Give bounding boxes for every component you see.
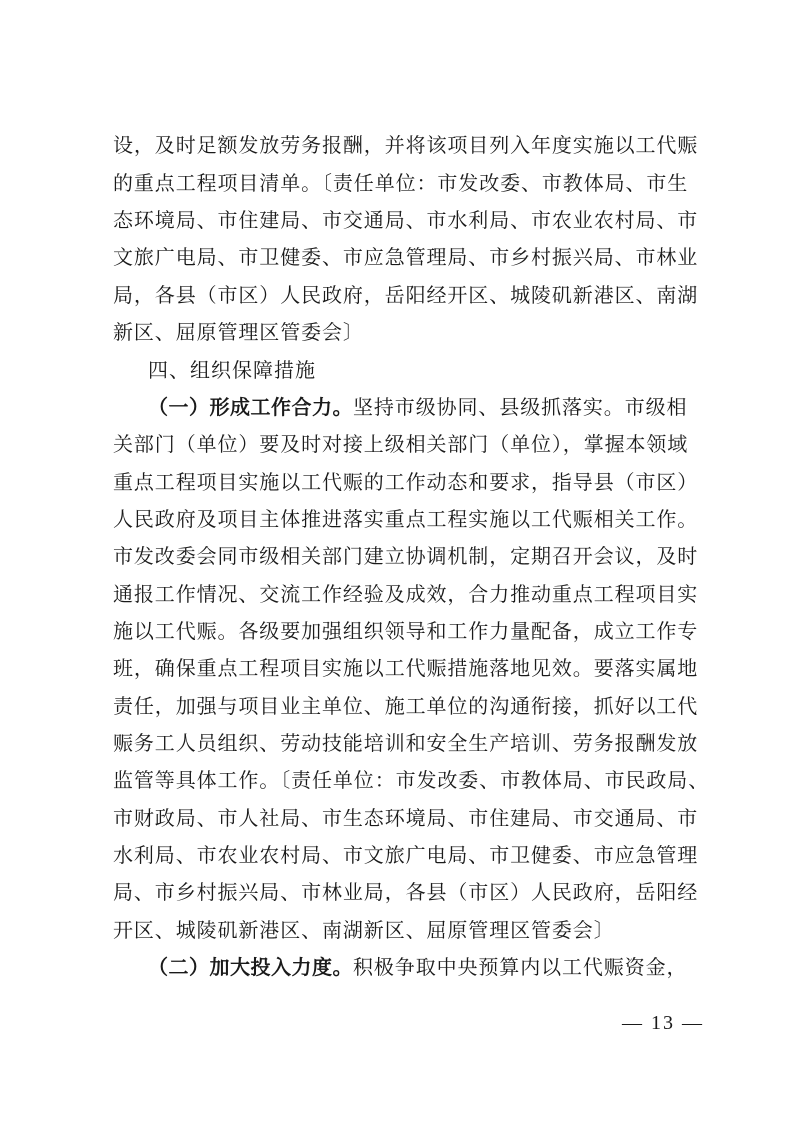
paragraph-title: （二）加大投入力度。 xyxy=(148,955,353,979)
text-line xyxy=(113,464,713,501)
text-line xyxy=(148,949,713,986)
line-text: 四、组织保障措施 xyxy=(148,358,316,382)
section-heading xyxy=(148,352,713,389)
text-line xyxy=(113,277,713,314)
text-line xyxy=(113,538,713,575)
line-text: 施以工代赈。各级要加强组织领导和工作力量配备，成立工作专 xyxy=(113,619,699,643)
line-text: 班，确保重点工程项目实施以工代赈措施落地见效。要落实属地 xyxy=(113,656,699,680)
line-text: 责任，加强与项目业主单位、施工单位的沟通衔接，抓好以工代 xyxy=(113,694,699,718)
text-line xyxy=(113,239,713,276)
line-text: 文旅广电局、市卫健委、市应急管理局、市乡村振兴局、市林业 xyxy=(113,245,699,269)
text-line xyxy=(113,613,713,650)
line-text: 监管等具体工作。〔责任单位：市发改委、市教体局、市民政局、 xyxy=(113,768,710,792)
line-text: 关部门（单位）要及时对接上级相关部门（单位），掌握本领域 xyxy=(113,432,689,456)
text-line xyxy=(113,501,713,538)
line-text: 市发改委会同市级相关部门建立协调机制，定期召开会议，及时 xyxy=(113,544,699,568)
text-line xyxy=(113,165,713,202)
text-line xyxy=(113,874,713,911)
line-text: 重点工程项目实施以工代赈的工作动态和要求，指导县（市区） xyxy=(113,470,699,494)
line-text: 坚持市级协同、县级抓落实。市级相 xyxy=(353,395,688,419)
text-line xyxy=(113,725,713,762)
text-line xyxy=(113,912,713,949)
line-text: 态环境局、市住建局、市交通局、市水利局、市农业农村局、市 xyxy=(113,208,699,232)
text-line xyxy=(113,202,713,239)
page-number: — 13 — xyxy=(622,1012,704,1034)
line-text: 积极争取中央预算内以工代赈资金， xyxy=(353,955,688,979)
text-line xyxy=(113,650,713,687)
line-text: 水利局、市农业农村局、市文旅广电局、市卫健委、市应急管理 xyxy=(113,843,699,867)
line-text: 赈务工人员组织、劳动技能培训和安全生产培训、劳务报酬发放 xyxy=(113,731,699,755)
line-text: 局，各县（市区）人民政府，岳阳经开区、城陵矶新港区、南湖 xyxy=(113,283,699,307)
paragraph-title: （一）形成工作合力。 xyxy=(148,395,353,419)
line-text: 局、市乡村振兴局、市林业局，各县（市区）人民政府，岳阳经 xyxy=(113,880,699,904)
line-text: 新区、屈原管理区管委会〕 xyxy=(113,320,364,344)
text-line xyxy=(113,426,713,463)
line-text: 通报工作情况、交流工作经验及成效，合力推动重点工程项目实 xyxy=(113,582,699,606)
line-text: 设，及时足额发放劳务报酬，并将该项目列入年度实施以工代赈 xyxy=(113,133,699,157)
text-line xyxy=(113,762,713,799)
text-line xyxy=(113,314,713,351)
line-text: 开区、城陵矶新港区、南湖新区、屈原管理区管委会〕 xyxy=(113,918,615,942)
text-line xyxy=(113,688,713,725)
text-line xyxy=(113,127,713,164)
line-text: 的重点工程项目清单。〔责任单位：市发改委、市教体局、市生 xyxy=(113,171,689,195)
text-line xyxy=(113,576,713,613)
line-text: 市财政局、市人社局、市生态环境局、市住建局、市交通局、市 xyxy=(113,806,699,830)
text-line xyxy=(113,800,713,837)
text-line xyxy=(113,837,713,874)
line-text: 人民政府及项目主体推进落实重点工程实施以工代赈相关工作。 xyxy=(113,507,699,531)
text-line xyxy=(148,389,713,426)
